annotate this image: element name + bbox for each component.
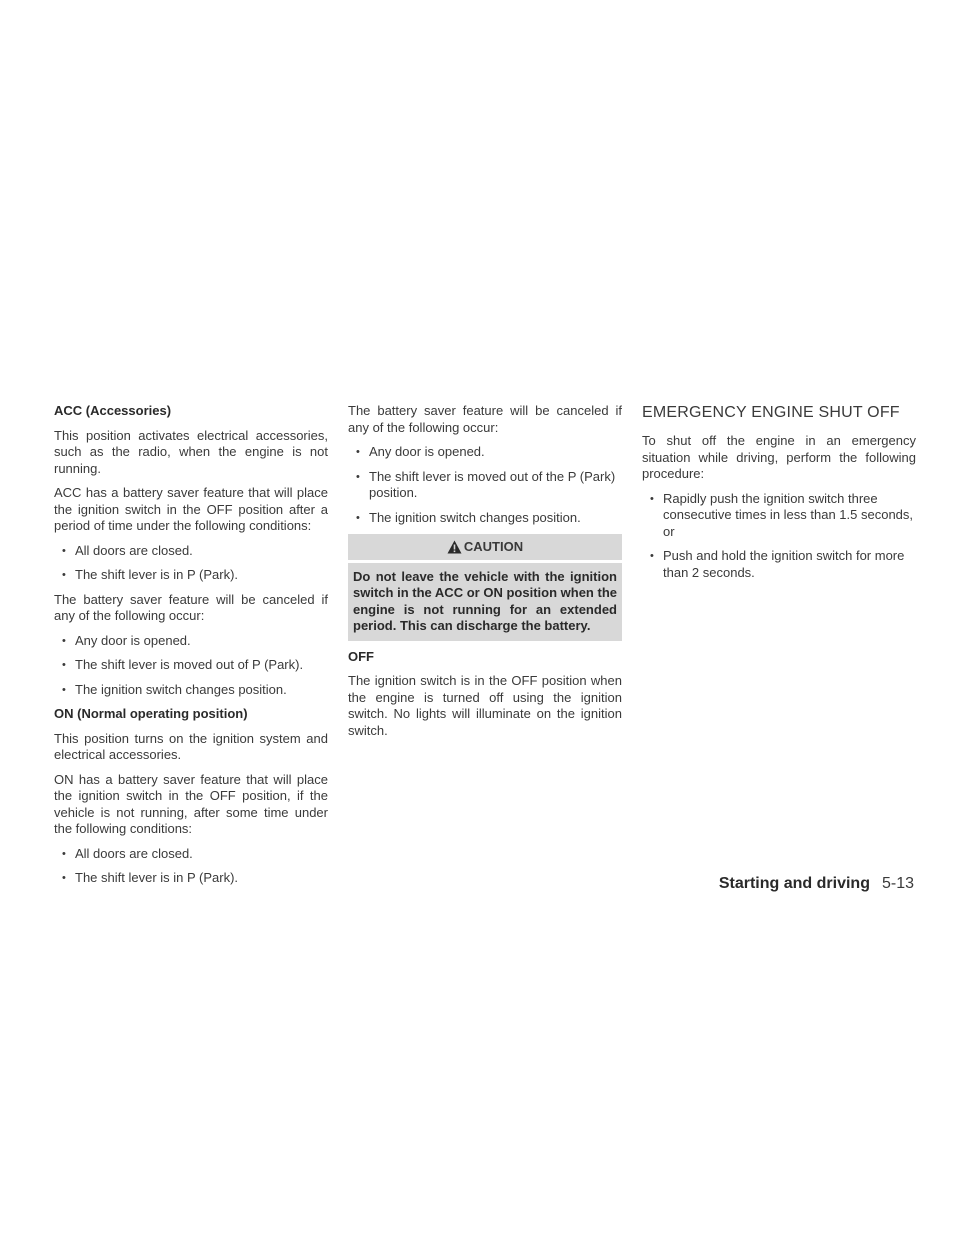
- cancel-intro: The battery saver feature will be canceled if any of the following occur:: [348, 403, 622, 435]
- list-item: • All doors are closed.: [54, 846, 328, 863]
- list-item: • Rapidly push the ignition switch three consecutive times in less than 1.5 seconds, or: [642, 491, 916, 541]
- cancel-list: [348, 444, 622, 526]
- on-description: This position turns on the ignition system and electrical accessories.: [54, 730, 328, 762]
- list-item: • Any door is opened.: [54, 633, 328, 650]
- emergency-shutoff-heading: EMERGENCY ENGINE SHUT OFF: [642, 404, 900, 421]
- column-right: [642, 403, 916, 589]
- acc-heading: ACC (Accessories): [54, 403, 172, 418]
- warning-triangle-icon: [447, 540, 462, 554]
- list-item: • Push and hold the ignition switch for more than 2 seconds.: [642, 548, 916, 581]
- acc-conditions-list: [54, 543, 328, 584]
- caution-label: CAUTION: [463, 539, 524, 554]
- page-number: 5-13: [881, 875, 914, 892]
- caution-text: Do not leave the vehicle with the ignition switch in the ACC or ON position when the engine is not running for an extended period. This can discharge the battery.: [348, 563, 622, 641]
- column-left: [54, 403, 328, 895]
- acc-cancel-intro: The battery saver feature will be canceled if any of the following occur:: [54, 591, 328, 623]
- emergency-intro: To shut off the engine in an emergency situation while driving, perform the following procedure:: [642, 433, 916, 481]
- off-heading: OFF: [348, 648, 374, 664]
- list-item: • The shift lever is in P (Park).: [54, 870, 328, 887]
- on-conditions-list: [54, 846, 328, 887]
- page-footer: [719, 875, 914, 893]
- emergency-steps-list: [642, 491, 916, 582]
- list-item: • The shift lever is moved out of P (Park).: [54, 657, 328, 674]
- column-middle: [348, 403, 622, 747]
- off-description: The ignition switch is in the OFF position when the engine is turned off using the ignition switch. No lights will illuminate on the ignition switch.: [348, 673, 622, 738]
- list-item: • The shift lever is moved out of the P (Park) position.: [348, 469, 622, 502]
- on-battery-saver: ON has a battery saver feature that will place the ignition switch in the OFF position, if the vehicle is not running, after some time under the following conditions:: [54, 771, 328, 836]
- acc-cancel-list: [54, 633, 328, 699]
- list-item: • The shift lever is in P (Park).: [54, 567, 328, 584]
- list-item: • The ignition switch changes position.: [348, 510, 622, 527]
- caution-header: [348, 534, 622, 560]
- list-item: • The ignition switch changes position.: [54, 682, 328, 699]
- section-title: Starting and driving: [718, 875, 870, 892]
- acc-description: This position activates electrical accessories, such as the radio, when the engine is not running.: [54, 427, 328, 476]
- list-item: • All doors are closed.: [54, 543, 328, 560]
- acc-battery-saver: ACC has a battery saver feature that will place the ignition switch in the OFF position after a period of time under the following conditions:: [54, 485, 328, 533]
- on-heading: ON (Normal operating position): [54, 706, 248, 721]
- list-item: • Any door is opened.: [348, 444, 622, 461]
